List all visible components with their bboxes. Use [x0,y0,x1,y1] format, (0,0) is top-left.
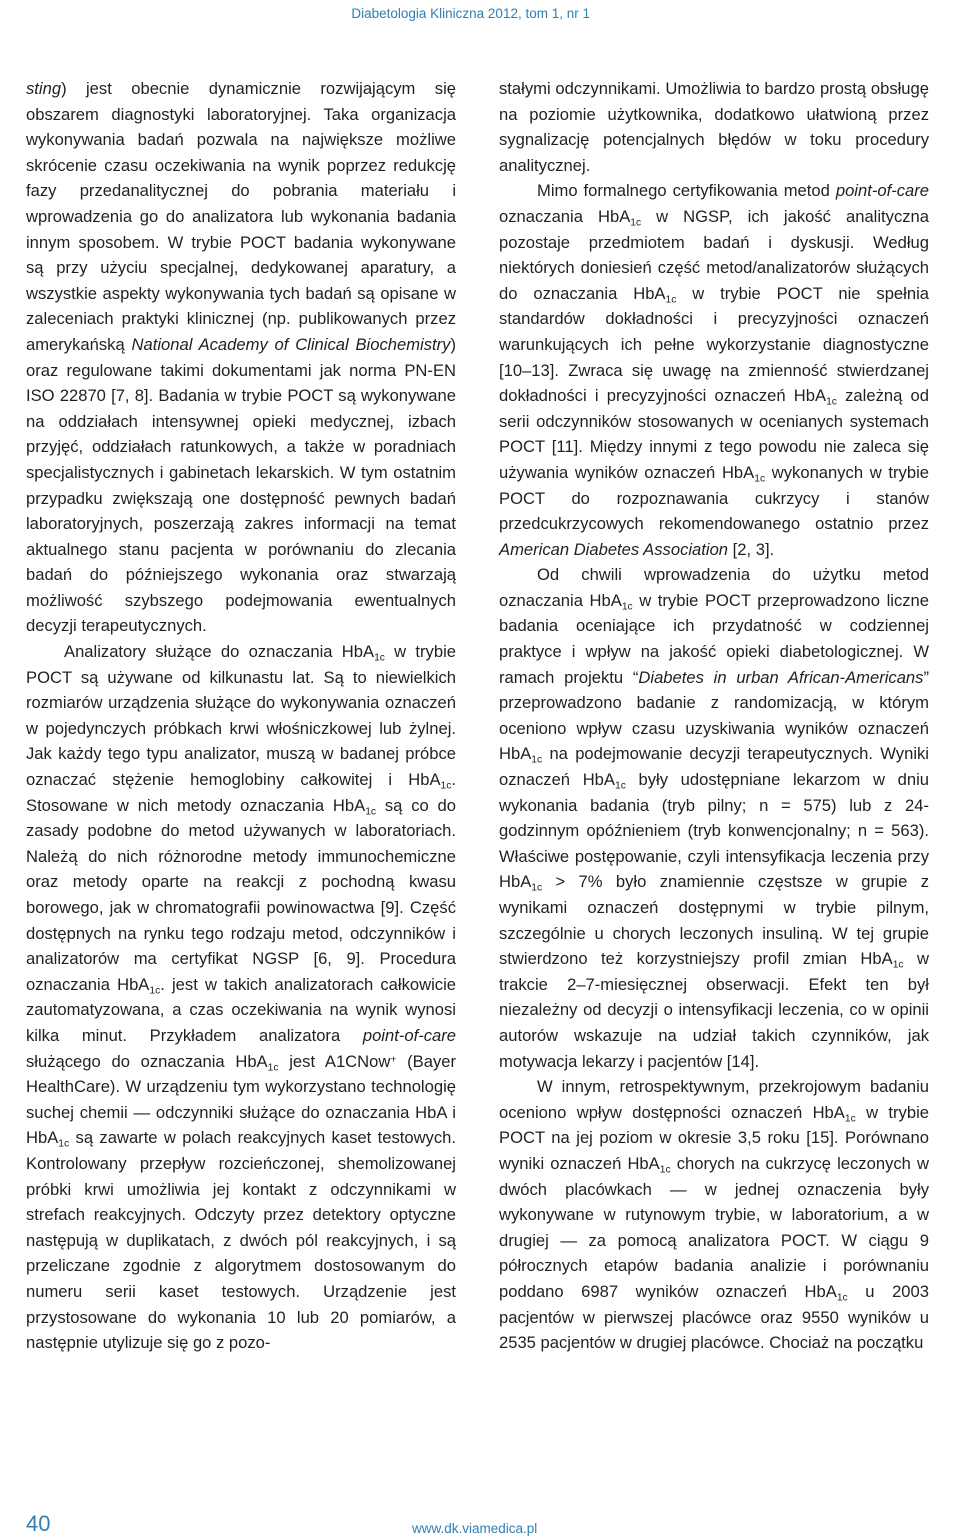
italic-text: sting [26,79,62,98]
text-run: . jest w takich analizatorach całkowicie zautomatyzowana, a czas oczekiwania na wynik wynosi kilka minut. Przykładem analizatora [26,974,457,1045]
text-run: w trybie POCT na jej poziom w okresie 3,5 roku [15]. Porównano wyniki oznaczeń HbA [499,1102,929,1173]
text-run: na podejmowanie decyzji terapeutycznych. Wyniki oznaczeń HbA [499,744,929,790]
italic-text: National Academy of Clinical Biochemistry [131,334,451,354]
text-run: w trybie POCT są używane od kilkunastu lat. Są to niewielkich rozmiarów urządzenia służące do wykonywania oznaczeń w pojedynczych próbkach krwi włośniczkowej lub żylnej. Jak każdy tego typu analizator, muszą w badanej próbce oznaczać stężenie hemoglobiny całkowitej i HbA [26,642,456,790]
subscript: 1c [659,1164,671,1176]
text-run: W innym, retrospektywnym, przekrojowym badaniu oceniono wpływ dostępności oznaczeń HbA [499,1077,929,1122]
subscript: 1c [149,985,161,997]
paragraph [26,639,456,1356]
running-head: Diabetologia Kliniczna 2012, tom 1, nr 1 [351,6,590,21]
text-run: ” przeprowadzono badanie z randomizacją, w którym oceniono wpływ czasu uzyskiwania wyników oznaczeń HbA [499,667,929,764]
text-run: w NGSP, ich jakość analityczna pozostaje przedmiotem badań i dyskusji. Według niektórych doniesień część metod/analizatorów służących do oznaczania HbA [499,206,930,303]
paragraph [499,1074,929,1356]
subscript: 1c [365,806,377,818]
text-run: oznaczania HbA [499,206,631,226]
italic-text: American Diabetes Association [499,539,729,559]
italic-text: point-of-care [362,1025,456,1045]
text-run: ) oraz regulowane takimi dokumentami jak norma PN-EN ISO 22870 [7, 8]. Badania w trybie POCT są wykonywane na oddziałach intensywnej opieki medycznej, izbach przyjęć, oddziałach ratunkowych, a także w poradniach specjalistycznych i gabinetach lekarskich. W tym ostatnim przypadku zwiększają one dostępność pewnych badań laboratoryjnych, poszerzają zakres informacji na temat aktualnego stanu pacjenta w porównaniu do zlecania badań do późniejszego wykonania oraz stwarzają możliwość szybszego podejmowania ewentualnych decyzji terapeutycznych. [26,334,456,636]
italic-text: point-of-care [835,181,929,201]
text-run: ) jest obecnie dynamicznie rozwijającym się obszarem diagnostyki laboratoryjnej. Taka organizacja wykonywania badań pozwala na największe możliwe skrócenie czasu oczekiwania na wynik poprzez redukcję fazy przedanalitycznej do pobrania materiału i wprowadzenia go do analizatora lub wykonania badania innym sposobem. W trybie POCT badania wykonywane są przy użyciu specjalnej, dedykowanej aparatury, a wszystkie aspekty wykonywania tych badań są opisane w zaleceniach praktyki klinicznej (np. publikowanych przez amerykańską [26,79,456,354]
text-run: [2, 3]. [728,539,775,559]
subscript: 1c [621,601,633,613]
text-run: służącego do oznaczania HbA [26,1051,268,1071]
text-run: jest A1CNow [278,1051,391,1071]
text-run: > 7% było znamiennie częstsze w grupie z wynikami oznaczeń dostępnymi w trybie pilnym, szczególnie u chorych leczonych insuliną. W tej grupie stwierdzono też korzystniejszy profil zmian HbA [499,872,929,969]
text-run: Analizatory służące do oznaczania HbA [64,642,375,662]
subscript: 1c [374,652,385,664]
text-run: w trybie POCT przeprowadzono liczne badania oceniające ich przydatność w codziennej praktyce i wpływ na jakość opieki diabetologicznej. W ramach projektu “ [499,590,929,687]
subscript: 1c [58,1138,70,1150]
text-run: w trakcie 2–7-miesięcznej obserwacji. Efekt ten był niezależny od decyzji o intensyfikacji leczenia, co w opinii autorów wskazuje na udział takich czynników, jak motywacja lekarzy i pacjentów [14]. [499,949,930,1071]
paragraph [499,178,929,562]
text-run: u 2003 pacjentów w pierwszej placówce oraz 9550 wyników u 2535 pacjentów w drugiej placówce. Chociaż na początku [499,1281,929,1353]
text-run: chorych na cukrzycę leczonych w dwóch placówkach — w jednej oznaczenia były wykonywane w rutynowym trybie, w laboratorium, a w drugiej — za pomocą analizatora POCT. W ciągu 9 półrocznych etapów badania analizie i porównaniu poddano 6987 wyników oznaczeń HbA [499,1153,929,1301]
subscript: 1c [614,780,626,792]
subscript: 1c [630,217,642,229]
subscript: 1c [440,780,452,792]
paragraph [499,76,929,178]
subscript: 1c [754,473,766,485]
text-run: w trybie POCT nie spełnia standardów dokładności i precyzyjności oznaczeń warunkujących ich pełne wykorzystanie diagnostyczne [10–13]. Zwraca się uwagę na zmienność stwierdzanej dokładności i precyzyjności oznaczeń HbA [499,283,929,406]
superscript: + [390,1053,397,1065]
text-run: są co do zasady podobne do metod używanych w laboratoriach. Należą do nich różnorodne metody immunochemiczne oraz metody oparte na reakcji z pochodną kwasu borowego, jak w chromatografii powinowactwa [9]. Część dostępnych na rynku tego rodzaju metod, odczynników i analizatorów ma certyfikat NGSP [6, 9]. Procedura oznaczania HbA [26,795,456,994]
text-run: Mimo formalnego certyfikowania metod [537,181,836,201]
text-run: są zawarte w polach reakcyjnych kaset testowych. Kontrolowany przepływ rozcieńczonej, shemolizowanej próbki krwi umożliwia jej kontakt z odczynnikami w strefach reakcyjnych. Odczyty przez detektory optyczne następują w duplikatach, z dwóch pól reakcyjnych, i są przeliczane zgodnie z algorytmem dostosowanym do numeru serii kaset testowych. Urządzenie jest przystosowane do wykonania 10 lub 20 pomiarów, a następnie utylizuje się go z pozo- [26,1128,456,1353]
subscript: 1c [836,1292,848,1304]
website-link[interactable]: www.dk.viamedica.pl [412,1521,538,1536]
paragraph [499,562,929,1074]
subscript: 1c [665,294,677,306]
paragraph [26,76,456,639]
subscript: 1c [892,959,904,971]
page-number: 40 [26,1511,51,1536]
text-run: . Stosowane w nich metody oznaczania HbA [26,770,456,815]
right-column [499,76,929,1356]
left-column [26,76,456,1356]
text-run: były udostępniane lekarzom w dniu wykonania badania (tryb pilny; n = 575) lub z 24-godzinnym opóźnieniem (tryb konwencjonalny; n = 563). Właściwe postępowanie, czyli intensyfikacja leczenia przy HbA [499,770,929,892]
text-run: wykonanych w trybie POCT do rozpoznawania cukrzycy i stanów przedcukrzycowych rekomendowanego ostatnio przez [499,462,929,534]
text-run: Od chwili wprowadzenia do użytku metod oznaczania HbA [499,565,929,610]
footer-divider [0,1496,960,1497]
text-run: zależną od serii odczynników stosowanych w ocenianych systemach POCT [11]. Między innymi z tego powodu nie zaleca się używania wyników oznaczeń HbA [499,386,929,482]
text-run: stałymi odczynnikami. Umożliwia to bardzo prostą obsługę na poziomie użytkownika, dodatkowo ułatwioną przez sygnalizację potencjalnych błędów w toku procedury analitycznej. [499,79,929,175]
italic-text: Diabetes in urban African-Americans [638,667,924,687]
subscript: 1c [267,1062,279,1074]
text-run: (Bayer HealthCare). W urządzeniu tym wykorzystano technologię suchej chemii — odczynniki służące do oznaczania HbA i HbA [26,1051,457,1148]
subscript: 1c [844,1113,856,1125]
subscript: 1c [531,883,543,894]
subscript: 1c [826,396,837,408]
subscript: 1c [531,755,543,767]
